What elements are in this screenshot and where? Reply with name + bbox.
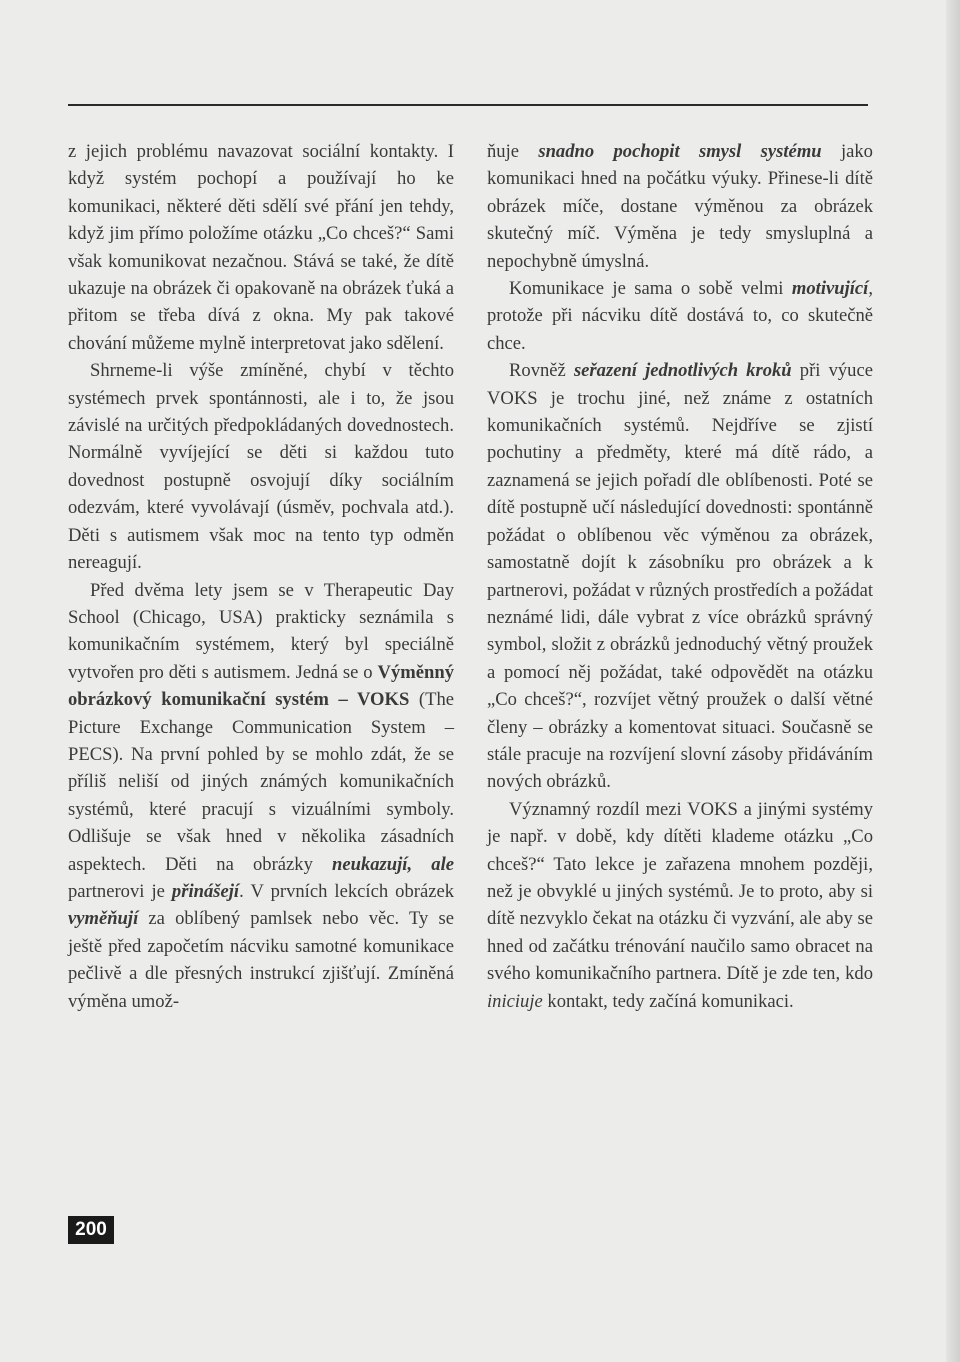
left-column [68,138,454,1015]
text-run: (The Picture Exchange Communication System – PECS). Na první pohled by se mohlo zdát, že se příliš neliší od jiných známých komunikačních systémů, které pracují s vizuálními symboly. Odlišuje se však hned v několika zásadních aspektech. Děti na obrázky [68,689,455,875]
text-run: za oblíbený pamlsek nebo věc. Ty se ještě před započetím nácviku samotné komunikace pečlivě a dle přesných instrukcí zjišťují. Zmíněná výměna umož- [68,908,454,1012]
text-run: jako komunikaci hned na počátku výuky. Přinese-li dítě obrázek míče, dostane výměnou za obrázek skutečný míč. Výměna je tedy smysluplná a nepochybně úmyslná. [487,141,873,272]
text-run: Komunikace je sama o sobě velmi [509,278,792,300]
text-run: partnerovi je [68,880,172,902]
paragraph: z jejich problému navazovat sociální kontakty. I když systém pochopí a používají ho ke komunikaci, některé děti sdělí své přání jen tehdy, když jim přímo položíme otázku „Co chceš?“ Sami však komunikovat nezačnou. Stává se také, že dítě ukazuje na obrázek či opakovaně na obrázek ťuká a přitom se třeba dívá z okna. My pak takové chování můžeme mylně interpretovat jako sdělení. [68,141,454,354]
emphasis: přinášejí [171,880,240,902]
paragraph [487,275,873,357]
emphasis: snadno pochopit smysl systému [538,141,822,162]
text-run: ňuje [487,141,539,162]
paragraph: Shrneme-li výše zmíněné, chybí v těchto systémech prvek spontánnosti, ale i to, že jsou závislé na určitých předpokládaných dovednostech. Normálně vyvíjející se děti si každou tuto dovednost postupně osvojují díky sociálním odezvám, které vyvolávají (úsměv, pochvala atd.). Děti s autismem však moc na tento typ odměn nereagují. [68,360,454,574]
text-run: kontakt, tedy začíná komunikaci. [542,990,794,1012]
paragraph [487,796,873,1015]
emphasis: neukazují, ale [332,853,454,875]
page-number: 200 [68,1216,114,1244]
text-run: , protože při nácviku dítě dostává to, co skutečně chce. [487,278,873,354]
emphasis: vyměňují [68,908,139,930]
text-run: Významný rozdíl mezi VOKS a jinými systémy je např. v době, kdy dítěti klademe otázku „Co chceš?“ Tato lekce je zařazena mnohem později, než je obvyklé u jiných systémů. Je to proto, aby si dítě nezvyklo čekat na otázku či vyzvání, ale aby se hned od začátku trénování naučilo samo obracet na svého komunikačního partnera. Dítě je zde ten, kdo [487,798,873,985]
paragraph [487,138,873,275]
emphasis: motivující [791,278,869,300]
italic-term: iniciuje [487,990,543,1012]
bold-term: Výměnný obrázkový komunikační systém – VOKS [68,661,454,711]
text-run: . V prvních lekcích obrázek [239,880,454,902]
right-column [487,138,873,1015]
text-run: při výuce VOKS je trochu jiné, než známe z ostatních komunikačních systémů. Nejdříve se zjistí pochutiny a předměty, které má dítě rádo, a zaznamená se jejich pořadí dle oblíbenosti. Poté se dítě postupně učí následující dovednosti: spontánně požádat o oblíbenou věc výměnou za obrázek, samostatně dojít k zásobníku pro obrázek a k partnerovi, požádat v různých prostředích a požádat neznámé lidi, dále vybrat z více obrázků správný symbol, složit z obrázků jednoduchý větný proužek a pomocí něj požádat, také odpovědět na otázku „Co chceš?“, rozvíjet větný proužek o další větné členy – obrázky a komentovat situaci. Současně se stále pracuje na rozvíjení slovní zásoby přidáváním nových obrázků. [487,360,873,793]
paragraph [487,357,873,796]
emphasis: seřazení jednotlivých kroků [573,360,792,382]
header-rule [68,104,868,106]
paragraph [68,577,454,1016]
page-edge-shadow [946,0,960,1362]
text-run: Rovněž [509,360,574,382]
text-run: Před dvěma lety jsem se v Therapeutic Day School (Chicago, USA) prakticky seznámila s komunikačním systémem, který byl speciálně vytvořen pro děti s autismem. Jedná se o [68,579,454,683]
